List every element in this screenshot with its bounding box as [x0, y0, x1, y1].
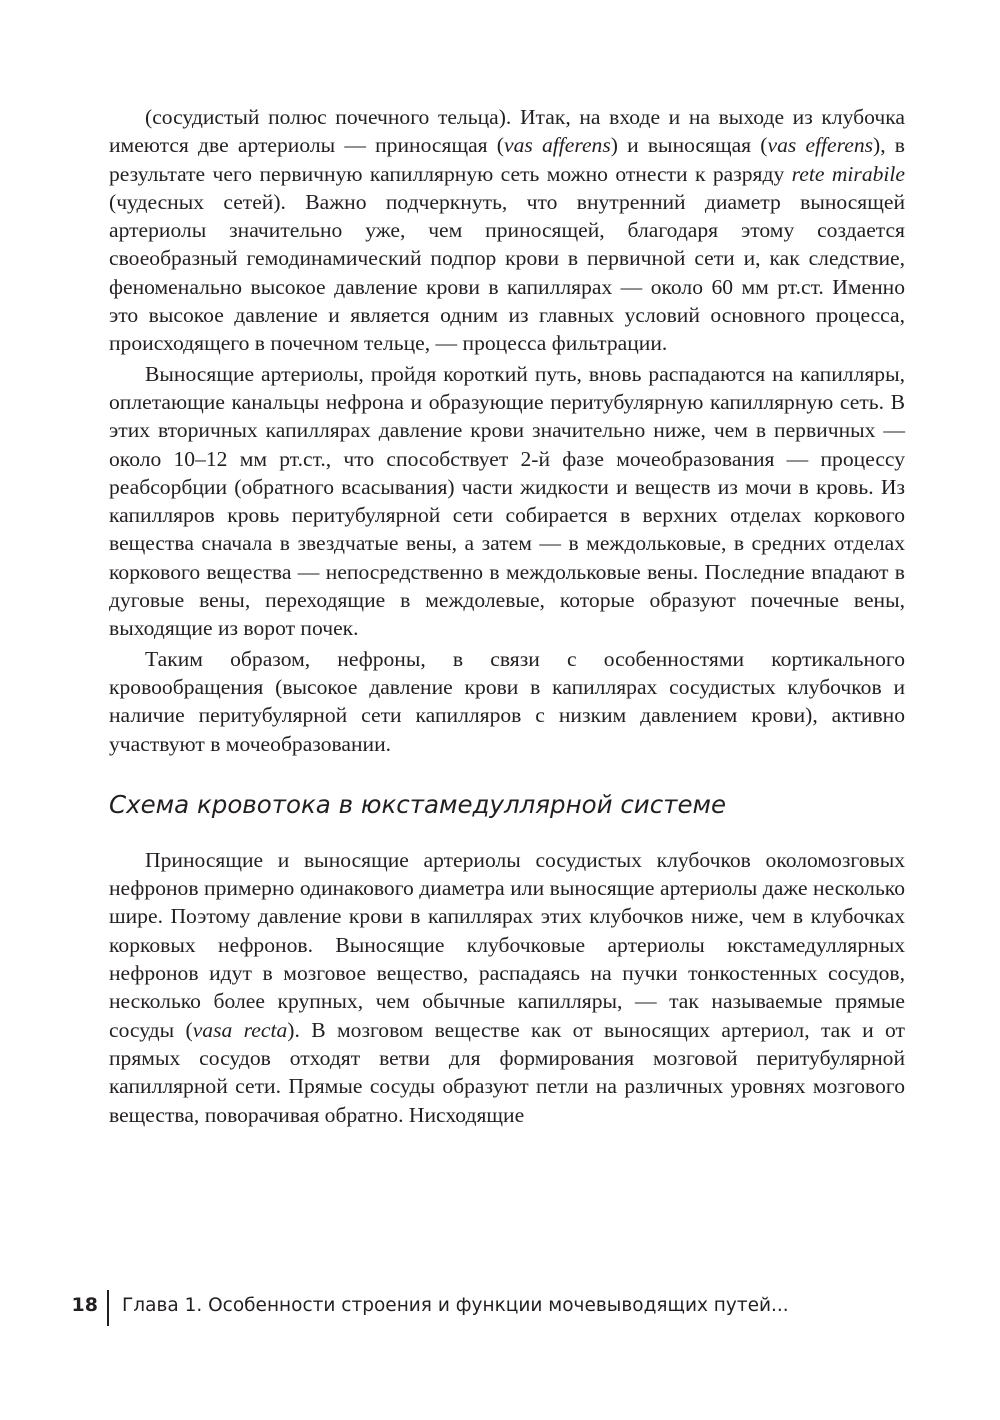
text-column — [109, 103, 905, 1129]
running-title: Глава 1. Особенности строения и функции мочевыводящих путей... — [122, 1295, 789, 1316]
latin-term-vas-afferens: vas afferens — [503, 133, 611, 158]
page-footer — [0, 1290, 1000, 1326]
paragraph-4-text-a: Приносящие и выносящие артериолы сосудистых клубочков околомозговых нефронов примерно одинакового диаметра или выносящие артериолы даже несколько шире. Поэтому давление крови в капиллярах этих клубочков ниже, чем в клубочках корковых нефронов. Выносящие клубочковые артериолы юкстамедуллярных нефронов идут в мозговое вещество, распадаясь на пучки тонкостенных сосудов, несколько более крупных, чем обычные капилляры, — так называемые прямые сосуды ( — [109, 847, 905, 1042]
paragraph-4 — [109, 846, 905, 1129]
paragraph-1 — [109, 103, 905, 358]
latin-term-vas-efferens: vas efferens — [767, 133, 874, 158]
paragraph-4-text-b: ). В мозговом веществе как от выносящих артериол, так и от прямых сосудов отходят ветви для формирования мозговой перитубулярной капиллярной сети. Прямые сосуды образуют петли на различных уровнях мозгового вещества, поворачивая обратно. Нисходящие — [109, 1017, 905, 1127]
paragraph-1-text-b: ) и выносящая ( — [610, 133, 768, 158]
footer-divider — [107, 1290, 109, 1326]
section-heading: Схема кровотока в юкстамедуллярной системе — [109, 789, 727, 819]
paragraph-1-text-c: ), в результате чего первичную капиллярную сеть можно отнести к разряду — [109, 133, 906, 186]
latin-term-vasa-recta: vasa recta — [192, 1017, 288, 1042]
paragraph-1-text-d: (чудесных сетей). Важно подчеркнуть, что внутренний диаметр выносящей артериолы значительно уже, чем приносящей, благодаря этому создается своеобразный гемодинамический подпор крови в первичной сети и, как следствие, феноменально высокое давление крови в капиллярах — около 60 мм рт.ст. Именно это высокое давление и является одним из главных условий основного процесса, происходящего в почечном тельце, — процесса фильтрации. — [109, 189, 905, 356]
page-number: 18 — [71, 1294, 98, 1316]
paragraph-3: Таким образом, нефроны, в связи с особенностями кортикального кровообращения (высокое давление крови в капиллярах сосудистых клубочков и наличие перитубулярной сети капилляров с низким давлением крови), активно участвуют в мочеобразовании. — [109, 646, 905, 756]
paragraph-1-text-a: (сосудистый полюс почечного тельца). Итак, на входе и на выходе из клубочка имеются две артериолы — приносящая ( — [109, 105, 905, 158]
latin-term-rete-mirabile: rete mirabile — [791, 161, 906, 186]
paragraph-2: Выносящие артериолы, пройдя короткий путь, вновь распадаются на капилляры, оплетающие канальцы нефрона и образующие перитубулярную капиллярную сеть. В этих вторичных капиллярах давление крови значительно ниже, чем в первичных — около 10–12 мм рт.ст., что способствует 2-й фазе мочеобразования — процессу реабсорбции (обратного всасывания) части жидкости и веществ из мочи в кровь. Из капилляров кровь перитубулярной сети собирается в верхних отделах коркового вещества сначала в звездчатые вены, а затем — в междольковые, в средних отделах коркового вещества — непосредственно в междольковые вены. Последние впадают в дуговые вены, переходящие в междолевые, которые образуют почечные вены, выходящие из ворот почек. — [109, 361, 905, 641]
